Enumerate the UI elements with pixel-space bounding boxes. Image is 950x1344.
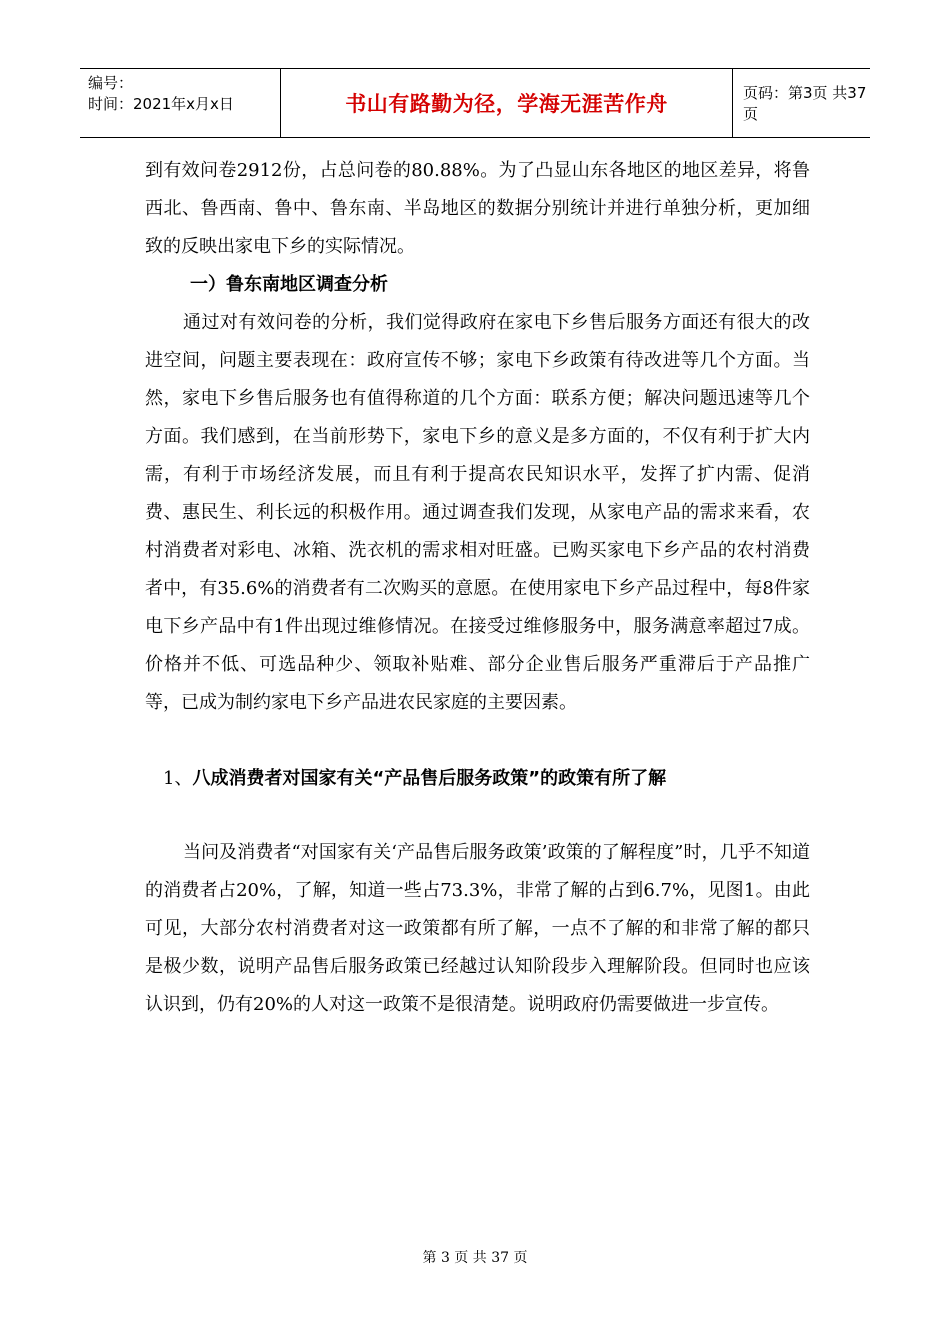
doc-date: 时间：2021年x月x日 — [88, 95, 234, 113]
doc-number-label: 编号： — [88, 74, 134, 92]
body-paragraph: 到有效问卷2912份，占总问卷的80.88%。为了凸显山东各地区的地区差异，将鲁西北、鲁西南、鲁中、鲁东南、半岛地区的数据分别统计并进行单独分析，更加细致的反映出家电下乡的实际情况。 — [145, 160, 810, 257]
header-meta — [80, 69, 280, 137]
page-footer — [0, 1247, 950, 1267]
footer-page-number: 第 3 页 共 37 页 — [422, 1250, 528, 1266]
item-heading-text: 八成消费者对国家有关“产品售后服务政策”的政策有所了解 — [192, 768, 667, 789]
body-paragraph: 通过对有效问卷的分析，我们觉得政府在家电下乡售后服务方面还有很大的改进空间，问题主要表现在：政府宣传不够；家电下乡政策有待改进等几个方面。当然，家电下乡售后服务也有值得称道的几个方面：联系方便；解决问题迅速等几个方面。我们感到，在当前形势下，家电下乡的意义是多方面的，不仅有利于扩大内需，有利于市场经济发展，而且有利于提高农民知识水平，发挥了扩内需、促消费、惠民生、利长远的积极作用。通过调查我们发现，从家电产品的需求来看，农村消费者对彩电、冰箱、洗衣机的需求相对旺盛。已购买家电下乡产品的农村消费者中，有35.6%的消费者有二次购买的意愿。在使用家电下乡产品过程中，每8件家电下乡产品中有1件出现过维修情况。在接受过维修服务中，服务满意率超过7成。价格并不低、可选品种少、领取补贴难、部分企业售后服务严重滞后于产品推广等，已成为制约家电下乡产品进农民家庭的主要因素。 — [145, 312, 810, 713]
header-page-info: 页码：第3页 共37页 — [743, 84, 867, 123]
item-heading — [145, 760, 810, 798]
header-motto-cell — [280, 69, 733, 137]
document-body — [145, 152, 810, 1024]
header-motto: 书山有路勤为径，学海无涯苦作舟 — [345, 92, 668, 116]
item-number: 1、 — [163, 768, 193, 789]
header-page-cell — [733, 69, 870, 137]
body-paragraph: 当问及消费者“对国家有关‘产品售后服务政策’政策的了解程度”时，几乎不知道的消费者占20%，了解，知道一些占73.3%，非常了解的占到6.7%，见图1。由此可见，大部分农村消费者对这一政策都有所了解，一点不了解的和非常了解的都只是极少数，说明产品售后服务政策已经越过认知阶段步入理解阶段。但同时也应该认识到，仍有20%的人对这一政策不是很清楚。说明政府仍需要做进一步宣传。 — [145, 842, 810, 1015]
page-header — [80, 68, 870, 138]
section-heading: 一）鲁东南地区调查分析 — [190, 274, 388, 295]
